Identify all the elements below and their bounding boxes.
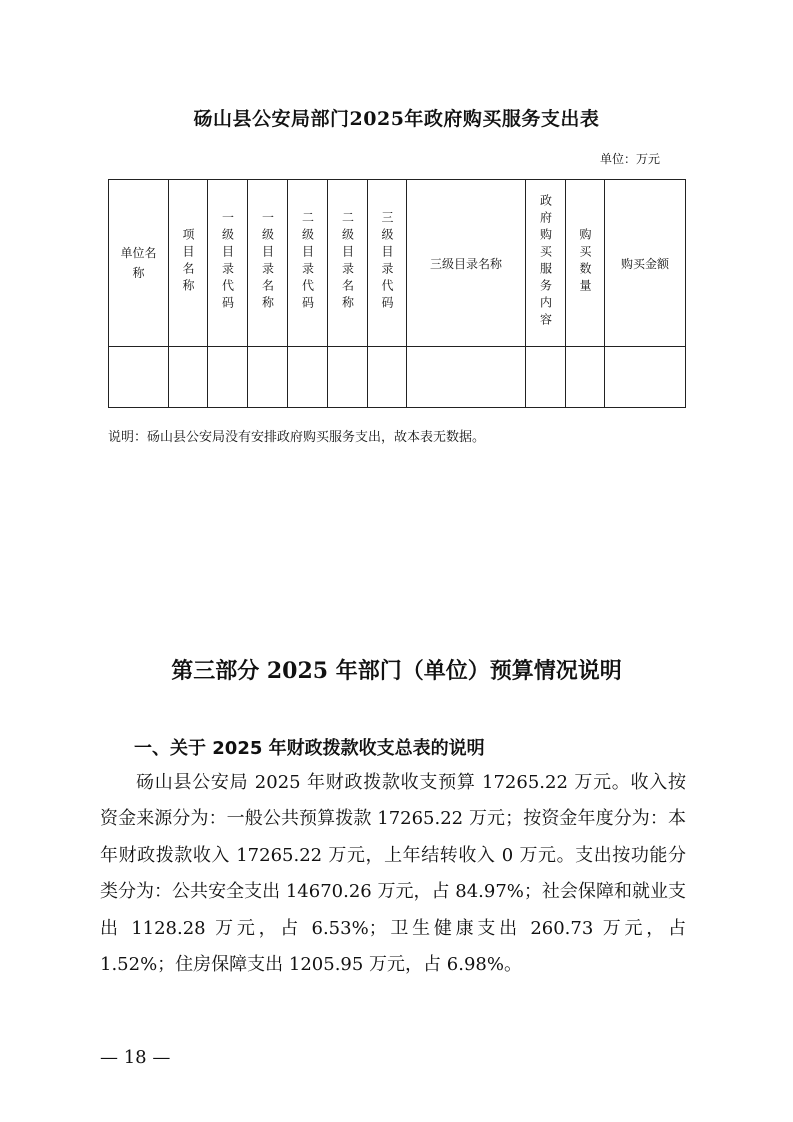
table-cell <box>368 347 407 408</box>
body-paragraph: 砀山县公安局 2025 年财政拨款收支预算 17265.22 万元。收入按资金来源分为：一般公共预算拨款 17265.22 万元；按资金年度分为：本年财政拨款收入 17265.22 万元，上年结转收入 0 万元。支出按功能分类分为：公共安全支出 14670.26 万元，占 84.97%；社会保障和就业支出 1128.28 万元，占 6.53%；卫生健康支出 260.73 万元，占 1.52%；住房保障支出 1205.95 万元，占 6.98%。 <box>100 772 686 976</box>
header-level3-code: 三级目录代码 <box>368 180 407 347</box>
header-amount: 购买金额 <box>605 180 686 347</box>
table-title: 砀山县公安局部门2025年政府购买服务支出表 <box>193 108 600 130</box>
header-quantity: 购买数量 <box>566 180 605 347</box>
page-number: — 18 — <box>100 1047 171 1068</box>
table-cell <box>566 347 605 408</box>
sub-heading: 一、关于 2025 年财政拨款收支总表的说明 <box>134 738 485 759</box>
purchase-services-table <box>108 179 686 408</box>
table-cell <box>109 347 169 408</box>
table-cell <box>288 347 328 408</box>
header-level1-name: 一级目录名称 <box>248 180 288 347</box>
header-level3-name: 三级目录名称 <box>407 180 526 347</box>
table-note: 说明：砀山县公安局没有安排政府购买服务支出，故本表无数据。 <box>108 430 486 445</box>
table-cell <box>407 347 526 408</box>
header-level1-code: 一级目录代码 <box>208 180 248 347</box>
table-cell <box>605 347 686 408</box>
unit-label: 单位：万元 <box>600 152 661 166</box>
table-cell <box>526 347 566 408</box>
table-cell <box>328 347 368 408</box>
header-service-content: 政府购买服务内容 <box>526 180 566 347</box>
table-header-row <box>109 180 686 347</box>
table-row <box>109 347 686 408</box>
section-title: 第三部分 2025 年部门（单位）预算情况说明 <box>171 658 622 684</box>
table-cell <box>248 347 288 408</box>
header-level2-code: 二级目录代码 <box>288 180 328 347</box>
table-cell <box>208 347 248 408</box>
header-level2-name: 二级目录名称 <box>328 180 368 347</box>
header-project-name: 项目名称 <box>169 180 208 347</box>
header-unit-name: 单位名称 <box>109 180 169 347</box>
table-cell <box>169 347 208 408</box>
